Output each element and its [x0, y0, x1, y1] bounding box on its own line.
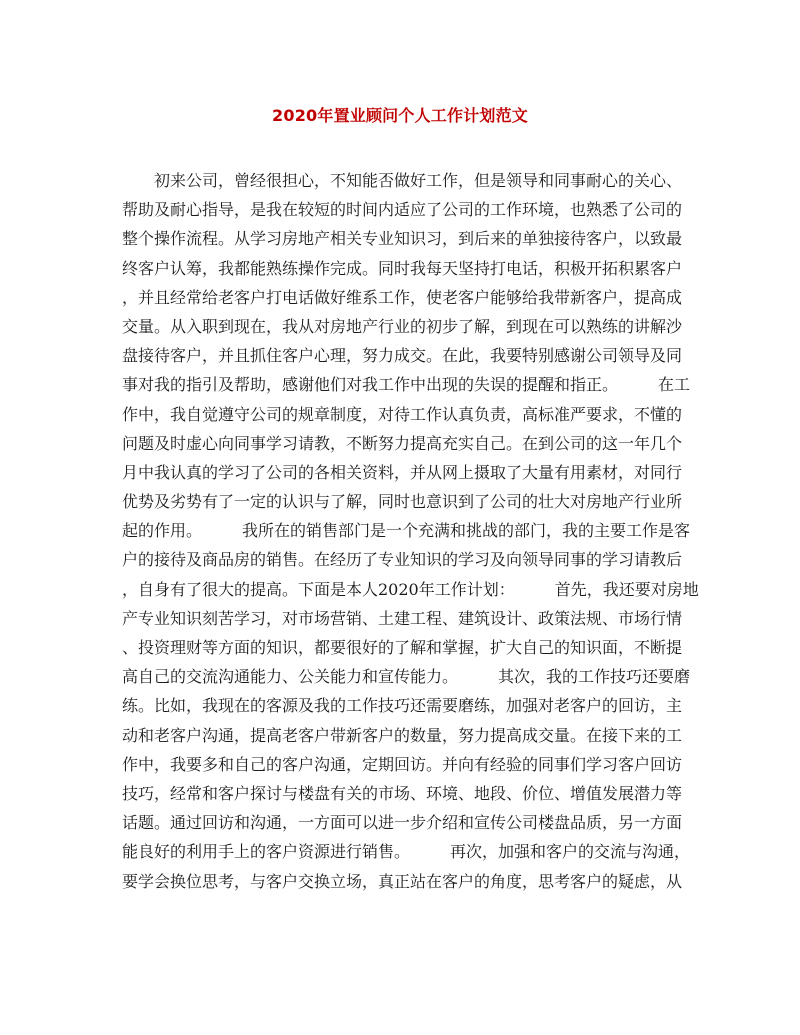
body-line: 整个操作流程。从学习房地产相关专业知识习，到后来的单独接待客户，以致最 — [122, 229, 683, 249]
body-line: 练。比如，我现在的客源及我的工作技巧还需要磨练，加强对老客户的回访，主 — [122, 696, 683, 716]
body-line: 、投资理财等方面的知识，都要很好的了解和掌握，扩大自己的知识面，不断提 — [122, 638, 683, 657]
body-line: 作中，我自觉遵守公司的规章制度，对待工作认真负责，高标准严要求，不懂的 — [122, 404, 683, 424]
body-line: 高自己的交流沟通能力、公关能力和宣传能力。 其次，我的工作技巧还要磨 — [122, 667, 691, 687]
body-line: ，自身有了很大的提高。下面是本人2020年工作计划： 首先，我还要对房地 — [122, 579, 699, 599]
body-line: 话题。通过回访和沟通，一方面可以进一步介绍和宣传公司楼盘品质，另一方面 — [122, 813, 683, 833]
body-line: 帮助及耐心指导，是我在较短的时间内适应了公司的工作环境，也熟悉了公司的 — [122, 200, 683, 220]
body-line: 终客户认筹，我都能熟练操作完成。同时我每天坚持打电话，积极开拓积累客户 — [122, 258, 683, 278]
body-line: 月中我认真的学习了公司的各相关资料，并从网上摄取了大量有用素材，对同行 — [122, 462, 683, 482]
body-line: ，并且经常给老客户打电话做好维系工作，使老客户能够给我带新客户，提高成 — [122, 287, 683, 307]
body-line: 盘接待客户，并且抓住客户心理，努力成交。在此，我要特别感谢公司领导及同 — [122, 346, 683, 366]
body-line: 问题及时虚心向同事学习请教，不断努力提高充实自己。在到公司的这一年几个 — [122, 433, 683, 453]
body-line: 起的作用。 我所在的销售部门是一个充满和挑战的部门，我的主要工作是客 — [122, 521, 691, 541]
body-line: 产专业知识刻苦学习，对市场营销、土建工程、建筑设计、政策法规、市场行情 — [122, 608, 683, 628]
body-line: 作中，我要多和自己的客户沟通，定期回访。并向有经验的同事们学习客户回访 — [122, 754, 683, 774]
body-line: 技巧，经常和客户探讨与楼盘有关的市场、环境、地段、价位、增值发展潜力等 — [122, 783, 683, 803]
document-title: 2020年置业顾问个人工作计划范文 — [272, 106, 528, 125]
body-line: 动和老客户沟通，提高老客户带新客户的数量，努力提高成交量。在接下来的工 — [122, 725, 683, 745]
body-line: 初来公司，曾经很担心，不知能否做好工作，但是领导和同事耐心的关心、 — [154, 171, 683, 190]
body-line: 交量。从入职到现在，我从对房地产行业的初步了解，到现在可以熟练的讲解沙 — [122, 316, 683, 336]
body-line: 要学会换位思考，与客户交换立场，真正站在客户的角度，思考客户的疑虑，从 — [122, 871, 683, 891]
body-line: 能良好的利用手上的客户资源进行销售。 再次，加强和客户的交流与沟通， — [122, 842, 691, 862]
document-body — [122, 166, 699, 896]
body-line: 事对我的指引及帮助，感谢他们对我工作中出现的失误的提醒和指正。 在工 — [122, 375, 691, 395]
body-line: 户的接待及商品房的销售。在经历了专业知识的学习及向领导同事的学习请教后 — [122, 550, 683, 570]
body-line: 优势及劣势有了一定的认识与了解，同时也意识到了公司的壮大对房地产行业所 — [122, 492, 683, 512]
